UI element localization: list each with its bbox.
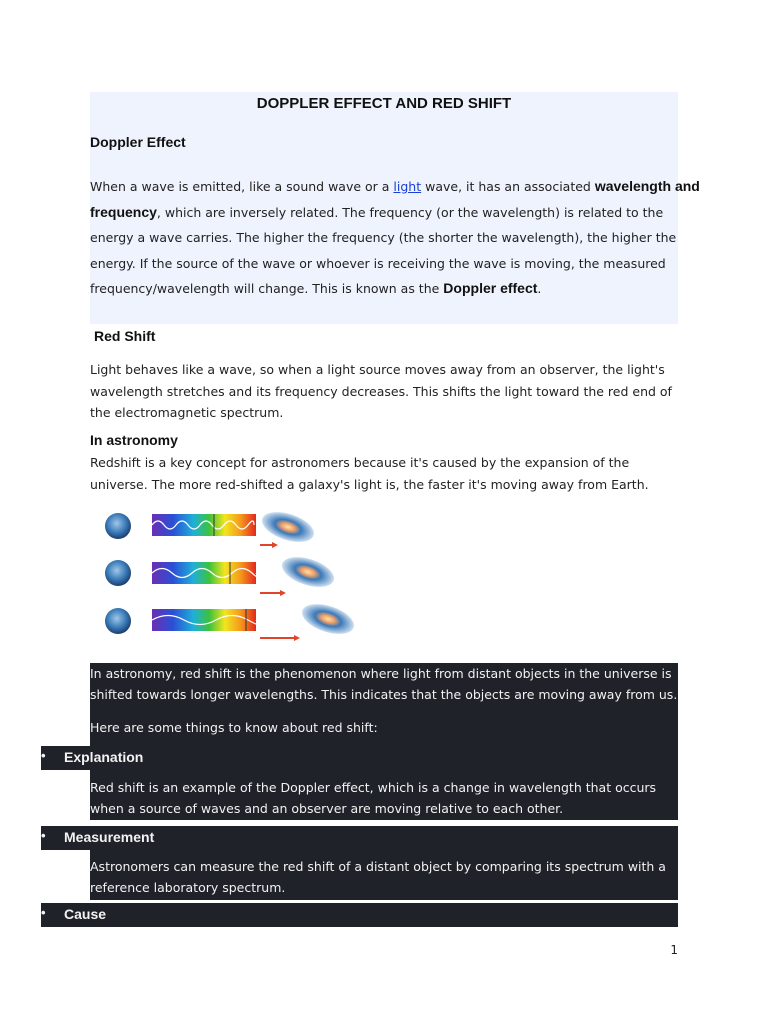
redshift-paragraph (90, 359, 690, 424)
doppler-line-4: energy. If the source of the wave or whoever is receiving the wave is moving, the measured (90, 255, 666, 271)
explanation-line-1: Red shift is an example of the Doppler effect, which is a change in wavelength that occurs (90, 780, 657, 795)
row-1 (105, 506, 318, 548)
page-title: DOPPLER EFFECT AND RED SHIFT (256, 95, 512, 112)
bullet-dot: • (41, 905, 46, 920)
redshift-illustration (98, 505, 363, 645)
measurement-line-2: reference laboratory spectrum. (90, 879, 286, 895)
page-number: 1 (670, 943, 678, 957)
astronomy-line-1: Redshift is a key concept for astronomers because it's caused by the expansion of the (90, 455, 630, 470)
earth-icon (105, 608, 131, 634)
redshift-heading: Red Shift (94, 328, 156, 344)
dark-intro-text (90, 664, 678, 739)
bullet-dot: • (41, 828, 46, 843)
galaxy-icon (298, 598, 357, 639)
astronomy-paragraph (90, 452, 690, 495)
earth-icon (105, 513, 131, 539)
row-3 (105, 598, 358, 641)
bullet-dot: • (41, 748, 46, 763)
bullet-cause (41, 903, 678, 927)
redshift-line-1: Light behaves like a wave, so when a light source moves away from an observer, the light's (90, 362, 665, 377)
measurement-line-1: Astronomers can measure the red shift of a distant object by comparing its spectrum with a (90, 859, 666, 874)
doppler-paragraph (90, 174, 700, 302)
bullet-label: Explanation (64, 749, 144, 765)
doppler-line-3: energy a wave carries. The higher the frequency (the shorter the wavelength), the higher the (90, 230, 677, 245)
bullet-label: Measurement (64, 829, 155, 845)
astronomy-line-2: universe. The more red-shifted a galaxy's light is, the faster it's moving away from Earth. (90, 476, 649, 492)
galaxy-icon (258, 506, 317, 547)
light-link[interactable]: light (393, 179, 422, 194)
bullet-explanation (41, 746, 678, 770)
dark-intro-line-1: In astronomy, red shift is the phenomenon where light from distant objects in the universe is (90, 666, 672, 681)
row-2 (105, 551, 338, 596)
dark-intro-line-2: shifted towards longer wavelengths. This indicates that the objects are moving away from us. (90, 686, 678, 702)
earth-icon (105, 560, 131, 586)
doppler-line-1: When a wave is emitted, like a sound wave or a light wave, it has an associated wavelength and (90, 178, 700, 194)
redshift-line-2: wavelength stretches and its frequency decreases. This shifts the light toward the red end of (90, 383, 672, 399)
dark-intro-line-3: Here are some things to know about red shift: (90, 720, 378, 735)
doppler-line-2: frequency, which are inversely related. The frequency (or the wavelength) is related to the (90, 203, 664, 220)
redshift-line-3: the electromagnetic spectrum. (90, 405, 284, 420)
bullet-label: Cause (64, 906, 107, 922)
galaxy-icon (278, 551, 337, 592)
astronomy-heading: In astronomy (90, 432, 178, 448)
explanation-text (90, 778, 656, 819)
measurement-text (90, 857, 666, 898)
explanation-line-2: when a source of waves and an observer are moving relative to each other. (90, 800, 564, 816)
bullet-measurement (41, 826, 678, 850)
doppler-heading: Doppler Effect (90, 134, 186, 150)
doppler-line-5: frequency/wavelength will change. This is known as the Doppler effect. (90, 280, 542, 296)
